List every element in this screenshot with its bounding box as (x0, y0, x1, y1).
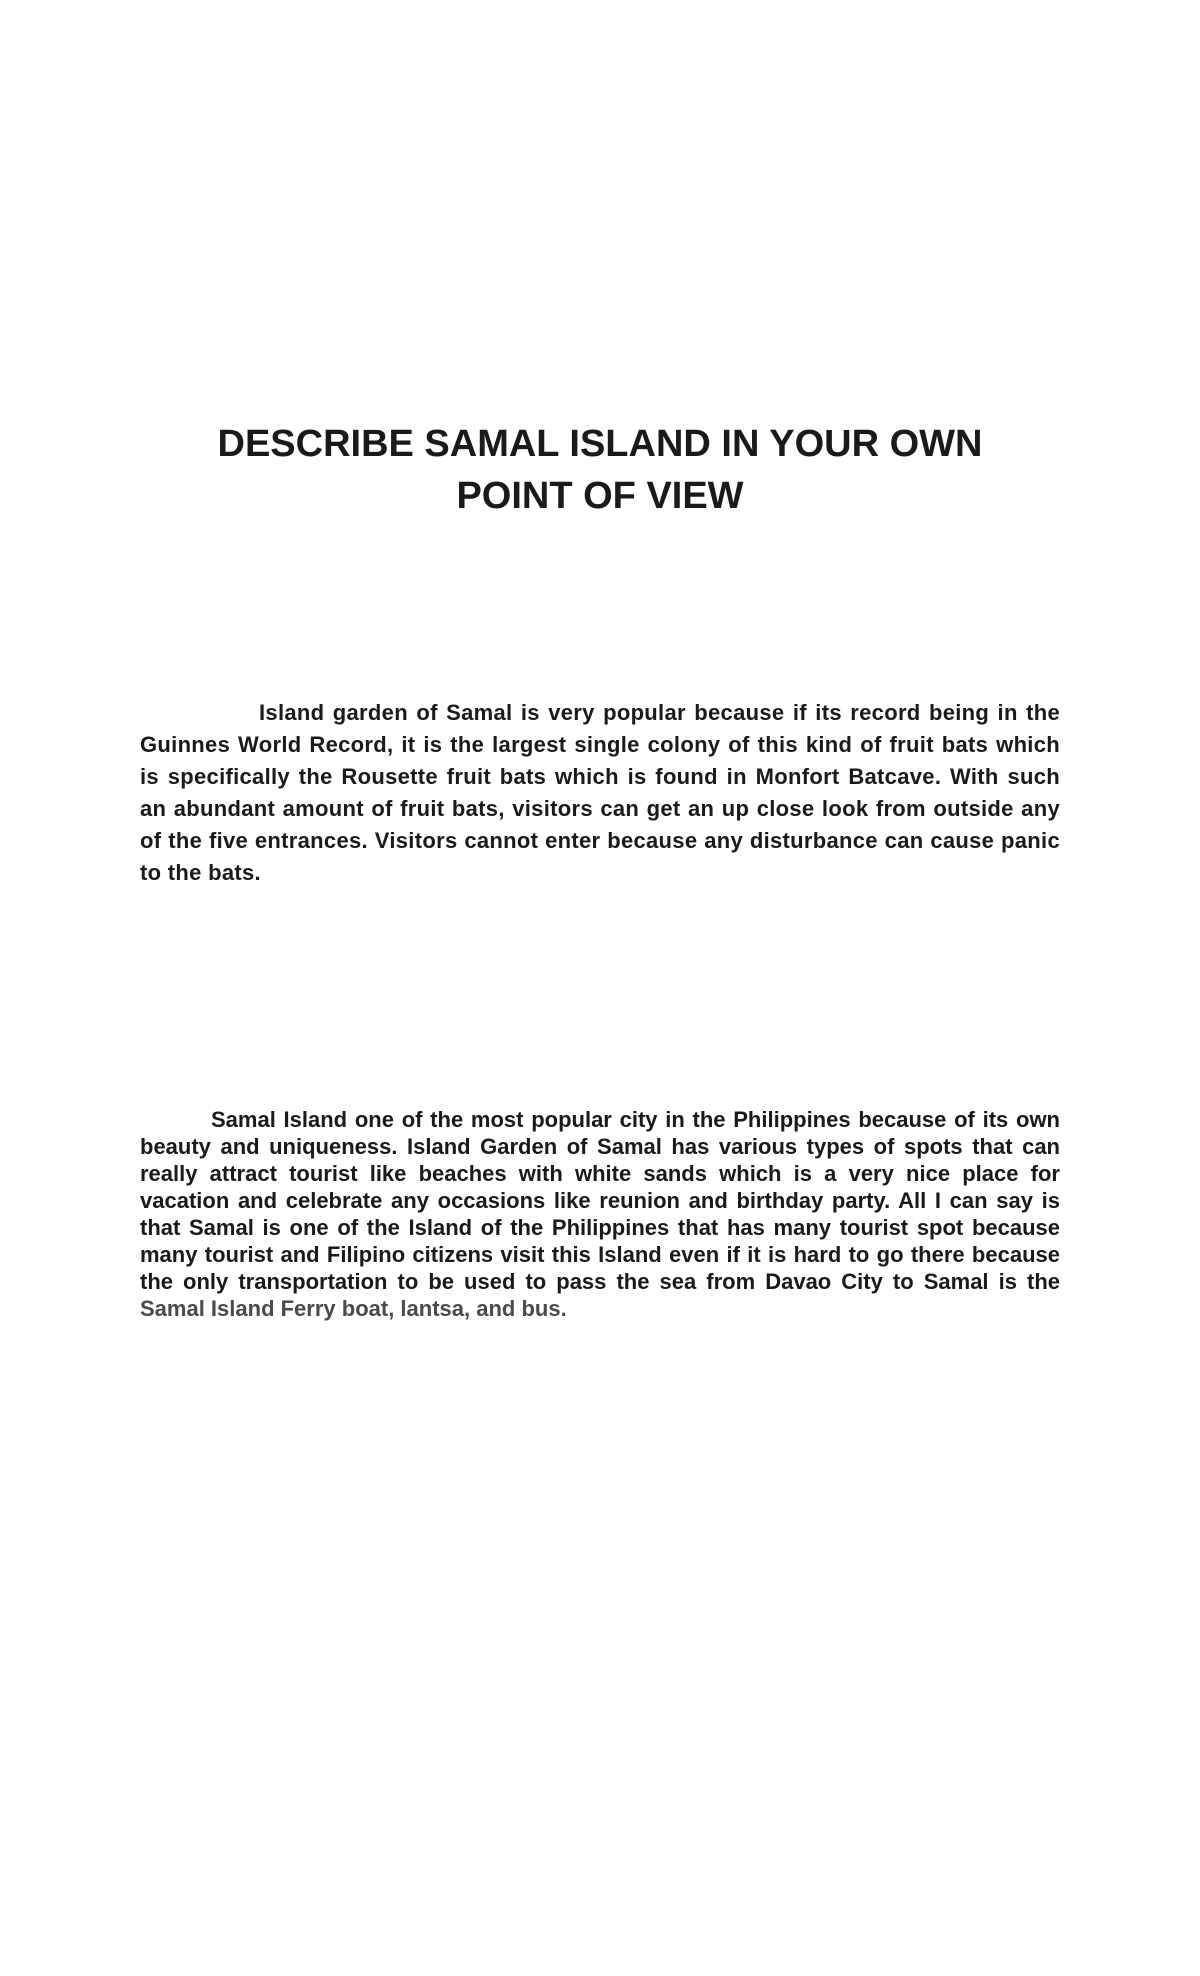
paragraph-tourism (140, 1106, 1060, 1322)
page-title (150, 418, 1050, 522)
title-line-1: DESCRIBE SAMAL ISLAND IN YOUR OWN (217, 423, 983, 465)
paragraph-tourism-main: Samal Island one of the most popular city in the Philippines because of its own beauty and uniqueness. Island Garden of Samal has various types of spots that can really attract tourist like beaches with white sands which is a very nice place for vacation and celebrate any occasions like reunion and birthday party. All I can say is that Samal is one of the Island of the Philippines that has many tourist spot because many tourist and Filipino citizens visit this Island even if it is hard to go there because the only transportation to be used to pass the sea from Davao City to Samal is the (140, 1107, 1060, 1294)
paragraph-bats: Island garden of Samal is very popular because if its record being in the Guinnes World Record, it is the largest single colony of this kind of fruit bats which is specifically the Rousette fruit bats which is found in Monfort Batcave. With such an abundant amount of fruit bats, visitors can get an up close look from outside any of the five entrances. Visitors cannot enter because any disturbance can cause panic to the bats. (140, 700, 1060, 885)
paragraph-tourism-transport: Samal Island Ferry boat, lantsa, and bus. (140, 1296, 567, 1321)
title-line-2: POINT OF VIEW (456, 475, 744, 517)
